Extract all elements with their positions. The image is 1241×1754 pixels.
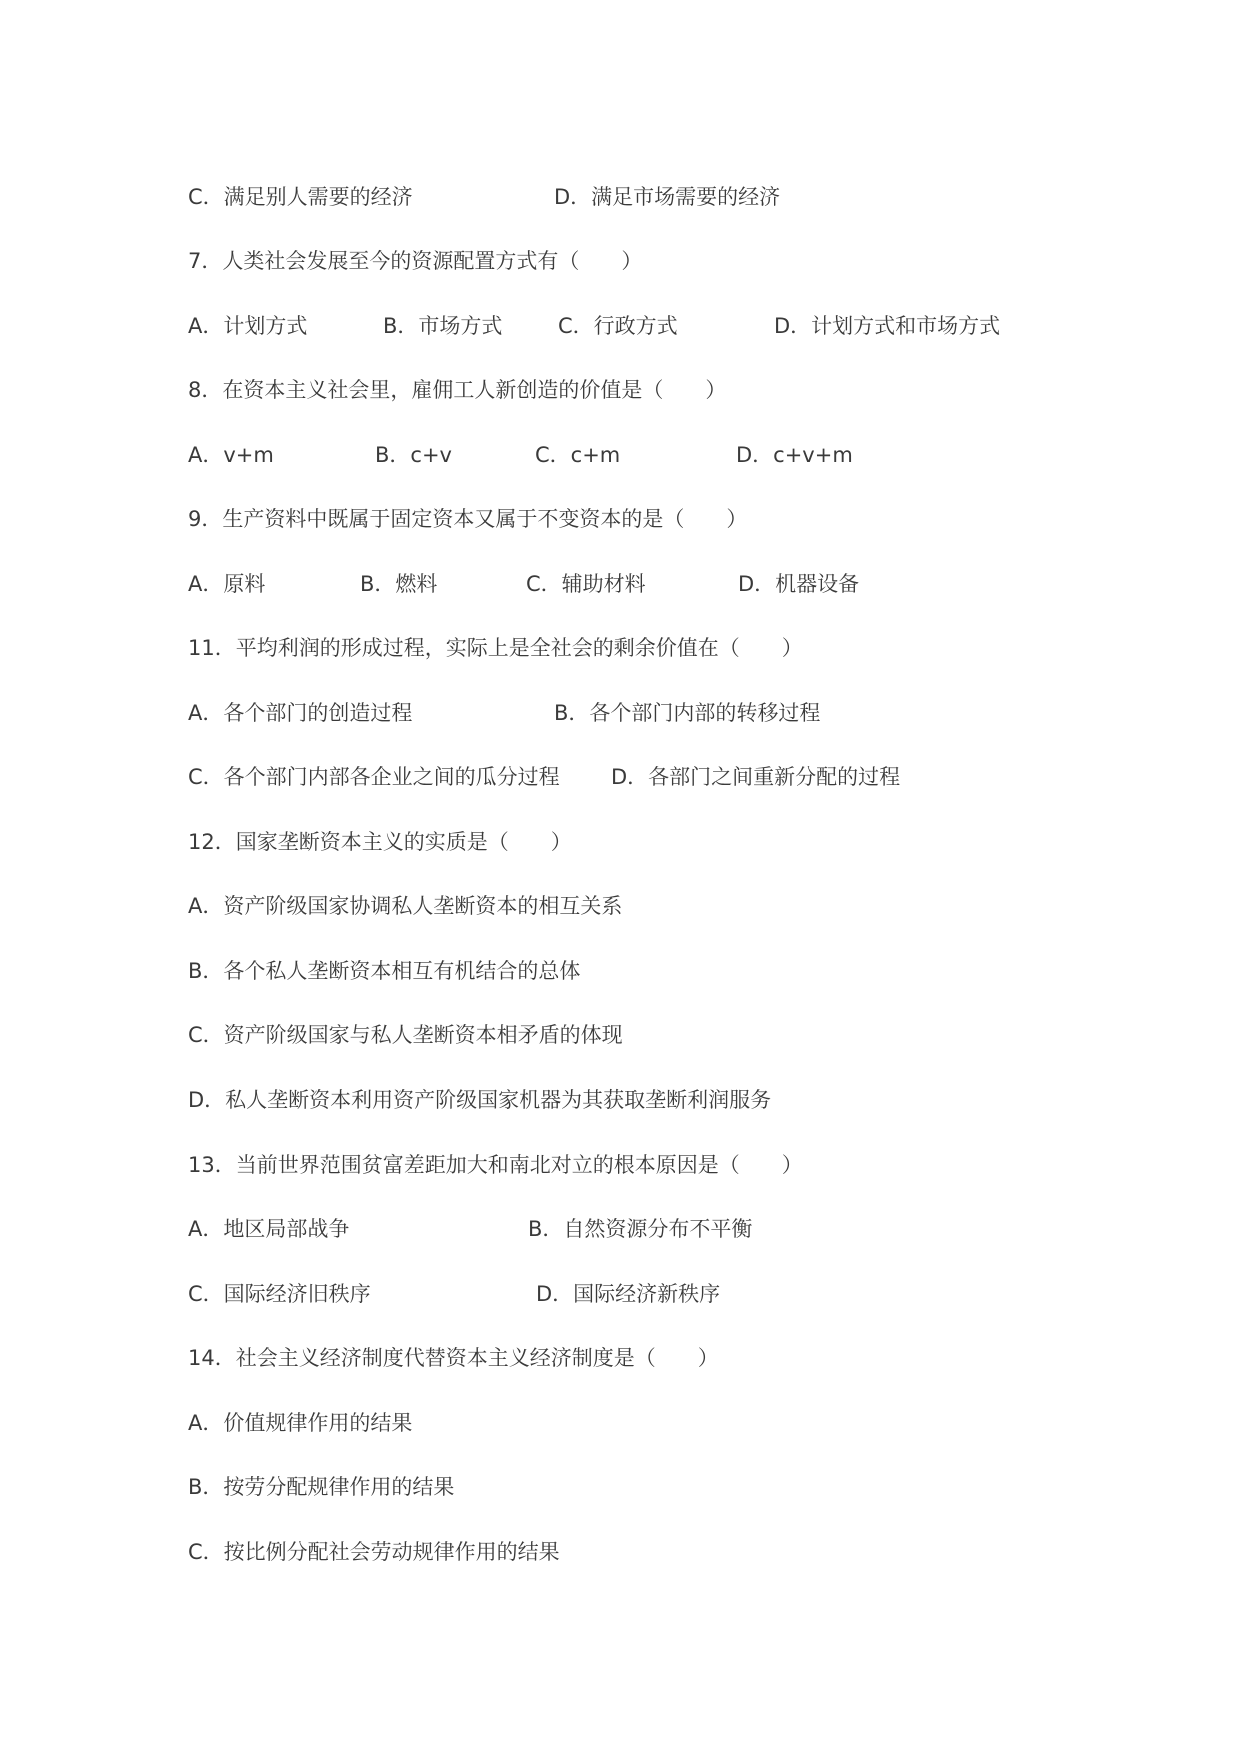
option-d: D．计划方式和市场方式	[774, 314, 1001, 338]
option-c: C．辅助材料	[526, 572, 646, 596]
option-c: C．行政方式	[558, 314, 678, 338]
question-8: 8．在资本主义社会里，雇佣工人新创造的价值是（ ）	[188, 378, 727, 402]
question-11: 11．平均利润的形成过程，实际上是全社会的剩余价值在（ ）	[188, 636, 803, 660]
option-d: D．满足市场需要的经济	[554, 185, 781, 209]
option-c: C．满足别人需要的经济	[188, 185, 413, 209]
option-a: A．资产阶级国家协调私人垄断资本的相互关系	[188, 894, 623, 918]
option-b: B．自然资源分布不平衡	[528, 1217, 753, 1241]
option-d: D．私人垄断资本利用资产阶级国家机器为其获取垄断利润服务	[188, 1088, 772, 1112]
option-d: D．各部门之间重新分配的过程	[611, 765, 901, 789]
option-a: A．价值规律作用的结果	[188, 1411, 413, 1435]
option-a: A．v+m	[188, 443, 274, 467]
option-b: B．各个部门内部的转移过程	[554, 701, 821, 725]
option-d: D．机器设备	[738, 572, 860, 596]
option-c: C．按比例分配社会劳动规律作用的结果	[188, 1540, 560, 1564]
option-a: A．各个部门的创造过程	[188, 701, 413, 725]
question-7: 7．人类社会发展至今的资源配置方式有（ ）	[188, 249, 643, 273]
option-c: C．c+m	[535, 443, 621, 467]
option-a: A．原料	[188, 572, 266, 596]
option-c: C．各个部门内部各企业之间的瓜分过程	[188, 765, 560, 789]
option-c: C．国际经济旧秩序	[188, 1282, 371, 1306]
option-b: B．市场方式	[383, 314, 503, 338]
option-d: D．c+v+m	[736, 443, 853, 467]
question-13: 13．当前世界范围贫富差距加大和南北对立的根本原因是（ ）	[188, 1153, 803, 1177]
question-14: 14．社会主义经济制度代替资本主义经济制度是（ ）	[188, 1346, 719, 1370]
option-b: B．按劳分配规律作用的结果	[188, 1475, 455, 1499]
question-12: 12．国家垄断资本主义的实质是（ ）	[188, 830, 572, 854]
option-c: C．资产阶级国家与私人垄断资本相矛盾的体现	[188, 1023, 623, 1047]
option-b: B．c+v	[375, 443, 452, 467]
option-a: A．地区局部战争	[188, 1217, 350, 1241]
option-a: A．计划方式	[188, 314, 308, 338]
option-d: D．国际经济新秩序	[536, 1282, 721, 1306]
option-b: B．燃料	[360, 572, 438, 596]
option-b: B．各个私人垄断资本相互有机结合的总体	[188, 959, 581, 983]
question-9: 9．生产资料中既属于固定资本又属于不变资本的是（ ）	[188, 507, 748, 531]
